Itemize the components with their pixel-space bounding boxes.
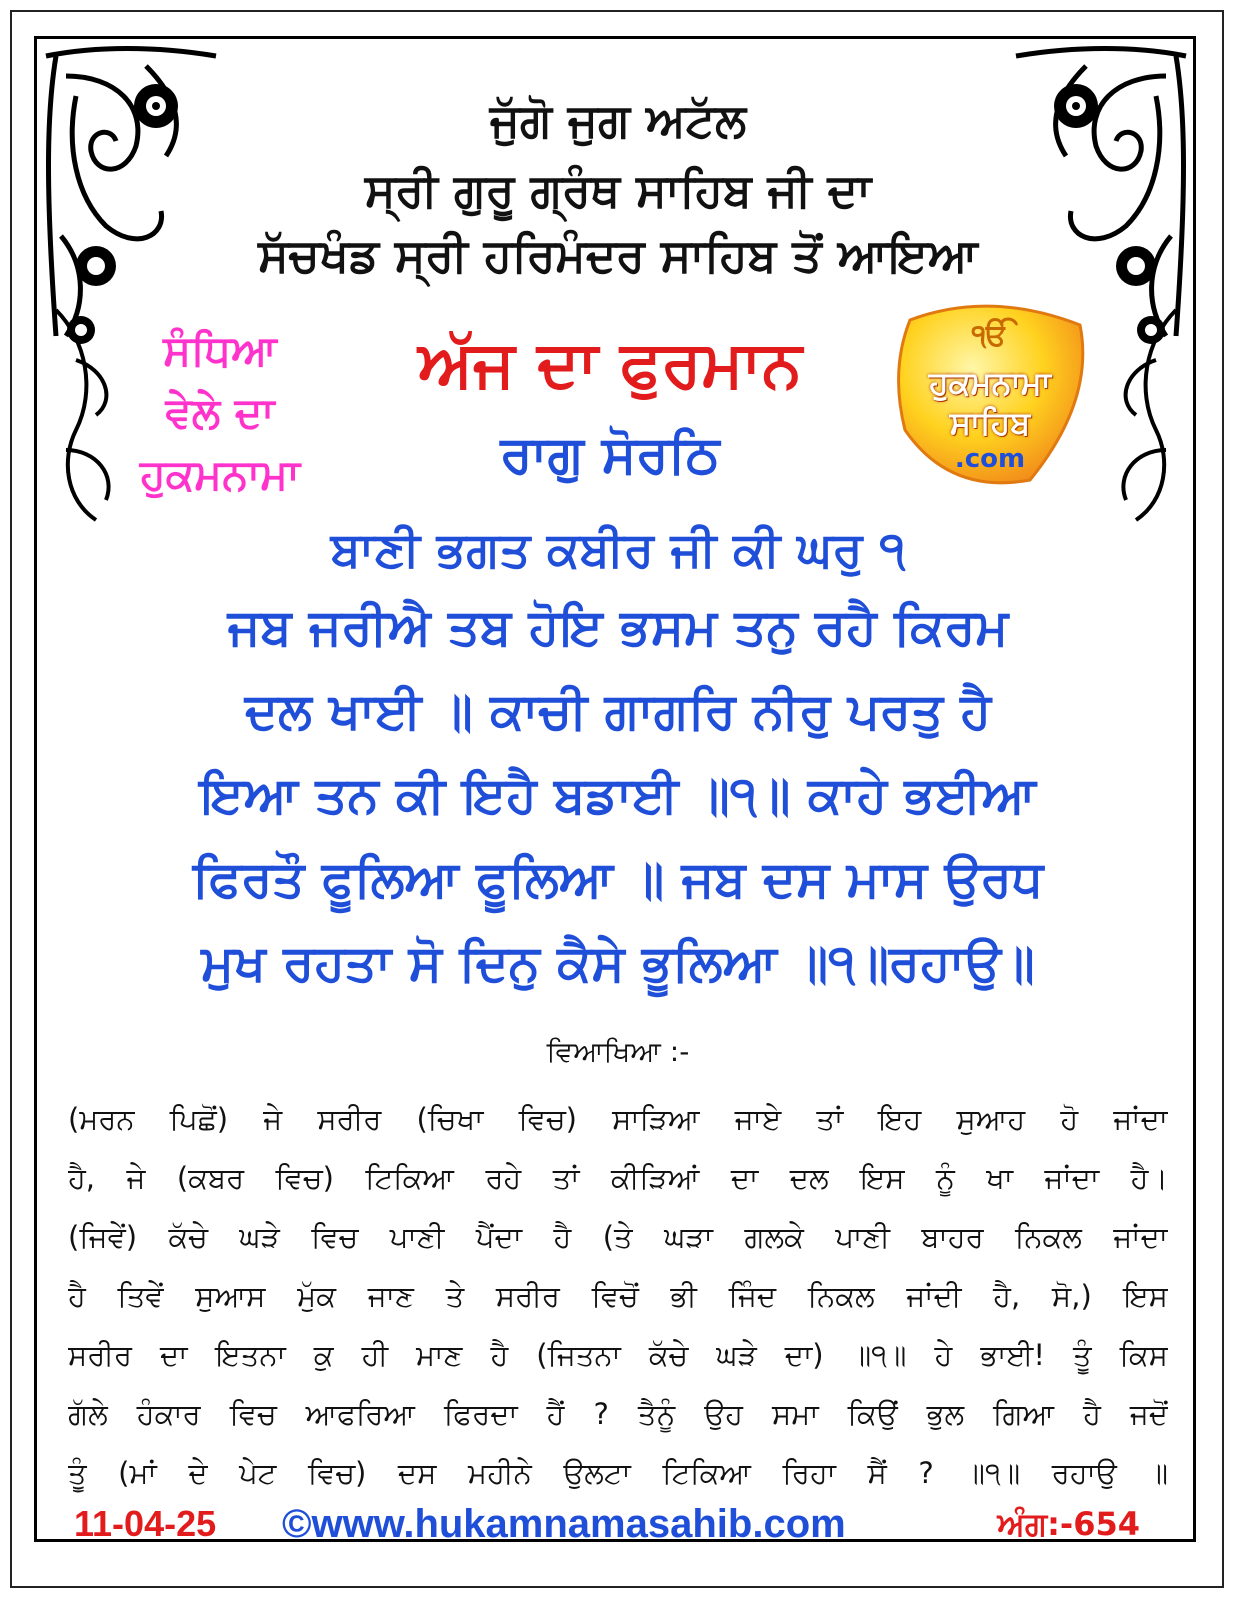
explanation-line: (ਮਰਨ ਪਿਛੋਂ) ਜੇ ਸਰੀਰ (ਚਿਖਾ ਵਿਚ) ਸਾੜਿਆ ਜਾਏ ਤਾਂ ਇਹ ਸੁਆਹ ਹੋ ਜਾਂਦਾ (68, 1102, 1168, 1136)
explanation-heading: ਵਿਆਖਿਆ :- (546, 1035, 690, 1068)
todays-command-heading: ਅੱਜ ਦਾ ਫੁਰਮਾਨ (418, 328, 802, 402)
evening-label-line: ਵੇਲੇ ਦਾ (165, 388, 275, 437)
evening-label-line: ਸੰਧਿਆ (163, 326, 277, 375)
footer-ang-number: ਅੰਗ:-654 (997, 1505, 1140, 1543)
header-line-1: ਜੁੱਗੋ ਜੁਗ ਅਟੱਲ (489, 93, 747, 147)
header-line-2: ਸ੍ਰੀ ਗੁਰੂ ਗ੍ਰੰਥ ਸਾਹਿਬ ਜੀ ਦਾ (364, 163, 872, 217)
explanation-line: ਸਰੀਰ ਦਾ ਇਤਨਾ ਕੁ ਹੀ ਮਾਣ ਹੈ (ਜਿਤਨਾ ਕੱਚੇ ਘੜੇ ਦਾ) ॥੧॥ ਹੇ ਭਾਈ! ਤੂੰ ਕਿਸ (68, 1338, 1168, 1372)
raag-name: ਰਾਗੁ ਸੋਰਠਿ (500, 425, 720, 485)
verse-line: ਮੁਖ ਰਹਤਾ ਸੋ ਦਿਨੁ ਕੈਸੇ ਭੂਲਿਆ ॥੧॥ਰਹਾਉ॥ (201, 934, 1035, 992)
explanation-line: (ਜਿਵੇਂ) ਕੱਚੇ ਘੜੇ ਵਿਚ ਪਾਣੀ ਪੈਂਦਾ ਹੈ (ਤੇ ਘੜਾ ਗਲਕੇ ਪਾਣੀ ਬਾਹਰ ਨਿਕਲ ਜਾਂਦਾ (68, 1220, 1168, 1254)
verse-line: ਇਆ ਤਨ ਕੀ ਇਹੈ ਬਡਾਈ ॥੧॥ ਕਾਹੇ ਭਈਆ (200, 766, 1036, 824)
explanation-line: ਹੈ, ਜੇ (ਕਬਰ ਵਿਚ) ਟਿਕਿਆ ਰਹੇ ਤਾਂ ਕੀੜਿਆਂ ਦਾ ਦਲ ਇਸ ਨੂੰ ਖਾ ਜਾਂਦਾ ਹੈ। (68, 1161, 1168, 1195)
evening-hukamnama-label (70, 320, 370, 506)
footer-website-link[interactable]: ©www.hukamnamasahib.com (282, 1502, 846, 1546)
logo-line-1: ਹੁਕਮਨਾਮਾ (929, 364, 1051, 402)
logo-line-3: .com (954, 444, 1026, 474)
explanation-line: ਤੂੰ (ਮਾਂ ਦੇ ਪੇਟ ਵਿਚ) ਦਸ ਮਹੀਨੇ ਉਲਟਾ ਟਿਕਿਆ ਰਿਹਾ ਸੈਂ ? ॥੧॥ ਰਹਾਉ ॥ (68, 1456, 1168, 1490)
ek-onkar-icon: ੴ (971, 318, 1009, 353)
logo-line-2: ਸਾਹਿਬ (949, 404, 1031, 442)
explanation-line: ਹੈ ਤਿਵੇਂ ਸੁਆਸ ਮੁੱਕ ਜਾਣ ਤੇ ਸਰੀਰ ਵਿਚੋਂ ਭੀ ਜਿੰਦ ਨਿਕਲ ਜਾਂਦੀ ਹੈ, ਸੋ,) ਇਸ (68, 1279, 1168, 1313)
site-logo (880, 280, 1100, 500)
verse-line: ਜਬ ਜਰੀਐ ਤਬ ਹੋਇ ਭਸਮ ਤਨੁ ਰਹੈ ਕਿਰਮ (227, 598, 1009, 656)
header-line-3: ਸੱਚਖੰਡ ਸ੍ਰੀ ਹਰਿਮੰਦਰ ਸਾਹਿਬ ਤੋਂ ਆਇਆ (258, 228, 978, 282)
verse-line: ਫਿਰਤੌ ਫੂਲਿਆ ਫੂਲਿਆ ॥ ਜਬ ਦਸ ਮਾਸ ਉਰਧ (192, 850, 1044, 908)
evening-label-line: ਹੁਕਮਨਾਮਾ (140, 450, 300, 499)
explanation-line: ਗੱਲੇ ਹੰਕਾਰ ਵਿਚ ਆਫਰਿਆ ਫਿਰਦਾ ਹੈਂ ? ਤੈਨੂੰ ਉਹ ਸਮਾ ਕਿਉਂ ਭੁਲ ਗਿਆ ਹੈ ਜਦੋਂ (68, 1397, 1168, 1431)
footer-date: 11-04-25 (74, 1503, 217, 1544)
verse-line: ਦਲ ਖਾਈ ॥ ਕਾਚੀ ਗਾਗਰਿ ਨੀਰੁ ਪਰਤੁ ਹੈ (244, 682, 992, 740)
shabad-title: ਬਾਣੀ ਭਗਤ ਕਬੀਰ ਜੀ ਕੀ ਘਰੁ ੧ (330, 522, 906, 578)
